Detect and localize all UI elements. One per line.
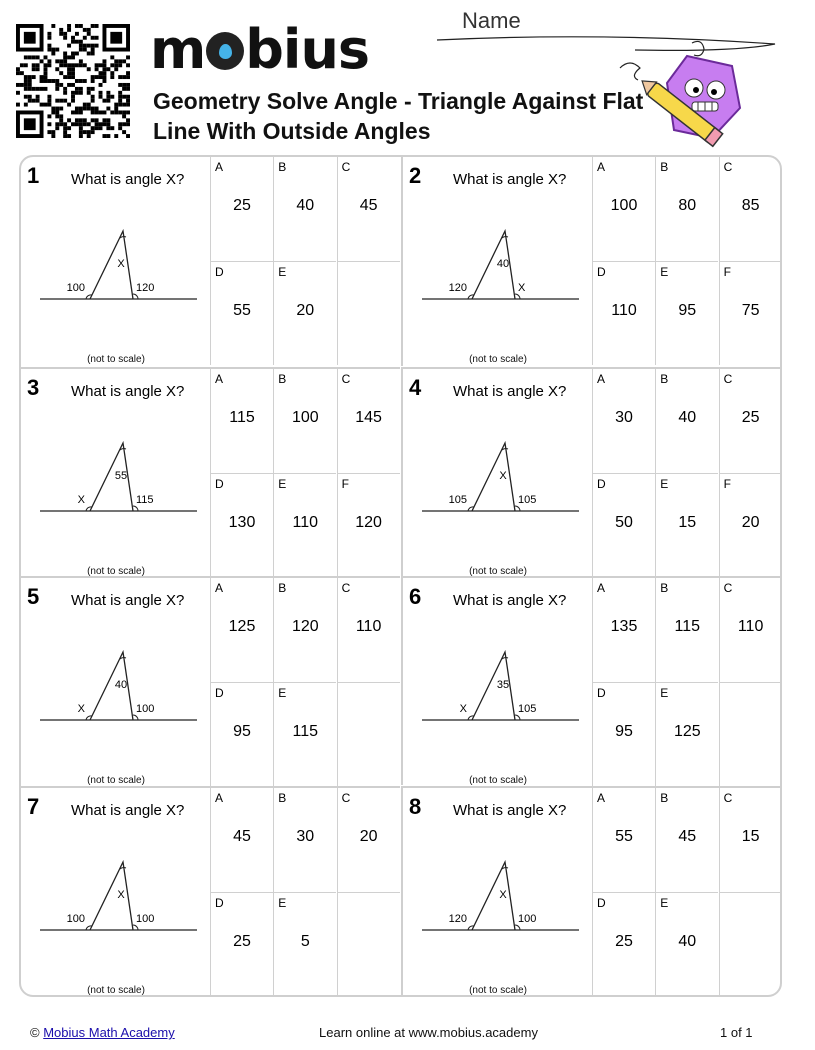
answer-letter: B — [660, 371, 669, 386]
answer-value: 25 — [741, 408, 760, 426]
answer-letter: A — [215, 790, 224, 805]
answer-letter: D — [597, 686, 606, 700]
answer-value: 125 — [228, 618, 256, 635]
question-card — [401, 367, 780, 576]
question-prompt: What is angle X? — [453, 171, 567, 188]
logo-m: m — [150, 18, 206, 81]
apex-angle-arc — [120, 658, 126, 659]
triangle-figure — [417, 633, 582, 728]
question-prompt: What is angle X? — [453, 382, 567, 400]
copyright-symbol: © — [30, 1025, 40, 1040]
answer-letter: E — [278, 686, 287, 700]
answer-value: 80 — [678, 197, 697, 214]
answer-option-e[interactable] — [273, 682, 336, 786]
answer-grid — [210, 788, 400, 997]
logo-o-mark — [206, 32, 244, 70]
right-angle-arc — [515, 506, 520, 511]
right-angle-arc — [133, 294, 138, 299]
answer-letter: C — [341, 371, 351, 386]
answer-letter: B — [660, 790, 669, 805]
angle-label-left: 120 — [448, 282, 467, 294]
right-angle-arc — [515, 925, 520, 930]
answer-letter: B — [660, 581, 669, 595]
answer-value: 25 — [615, 932, 633, 950]
answer-grid — [210, 369, 400, 578]
angle-label-right: X — [518, 282, 526, 294]
answer-option-c[interactable] — [337, 369, 400, 473]
question-number: 6 — [409, 584, 422, 609]
answer-option-c[interactable] — [337, 578, 400, 682]
answer-letter: D — [215, 895, 224, 910]
answer-grid — [592, 157, 782, 366]
not-to-scale-note: (not to scale) — [469, 354, 527, 365]
answer-value: 130 — [228, 513, 256, 531]
angle-label-apex: X — [499, 888, 507, 901]
answer-option-c[interactable] — [719, 578, 782, 682]
triangle-figure — [417, 843, 582, 938]
angle-label-right: 100 — [518, 912, 537, 925]
answer-letter: A — [215, 160, 224, 174]
answer-value: 95 — [678, 302, 697, 319]
triangle-sides — [472, 443, 515, 511]
answer-value: 20 — [296, 302, 315, 319]
angle-label-right: 115 — [136, 493, 154, 506]
answer-option-d[interactable] — [210, 892, 273, 996]
not-to-scale-note: (not to scale) — [87, 984, 145, 996]
answer-letter: E — [278, 265, 287, 279]
question-number: 2 — [409, 163, 422, 188]
answer-letter: C — [341, 581, 351, 595]
answer-value: 75 — [741, 302, 760, 319]
question-number: 5 — [27, 584, 40, 609]
answer-letter: A — [215, 581, 224, 595]
right-angle-arc — [133, 506, 138, 511]
footer-page-number: 1 of 1 — [720, 1025, 753, 1040]
mobius-academy-link[interactable]: Mobius Math Academy — [43, 1025, 175, 1040]
apex-angle-arc — [120, 867, 126, 868]
apex-angle-arc — [120, 237, 126, 238]
answer-letter: D — [215, 476, 224, 491]
answer-value: 55 — [233, 302, 251, 319]
answer-option-c[interactable] — [337, 788, 400, 892]
answer-option-d[interactable] — [210, 473, 273, 577]
question-number: 7 — [27, 793, 40, 819]
answer-empty-cell — [719, 682, 782, 786]
not-to-scale-note: (not to scale) — [469, 775, 527, 786]
answer-option-d[interactable] — [210, 682, 273, 786]
answer-value: 110 — [292, 513, 319, 531]
answer-option-f[interactable] — [719, 473, 782, 577]
answer-value: 115 — [229, 408, 255, 426]
questions-grid — [19, 155, 782, 997]
answer-empty-cell — [337, 682, 400, 786]
answer-option-b[interactable] — [273, 157, 336, 261]
answer-grid — [592, 788, 782, 997]
mobius-logo — [150, 18, 369, 82]
answer-value: 5 — [300, 932, 310, 950]
answer-letter: C — [723, 790, 733, 805]
angle-label-right: 100 — [136, 703, 155, 715]
answer-letter: D — [215, 265, 224, 279]
question-prompt: What is angle X? — [71, 801, 185, 819]
answer-letter: A — [597, 371, 606, 386]
answer-letter: E — [278, 476, 287, 491]
qr-code — [16, 24, 130, 138]
question-card — [401, 786, 780, 995]
answer-letter: E — [660, 476, 669, 491]
answer-option-b[interactable] — [655, 369, 718, 473]
answer-letter: A — [597, 581, 606, 595]
answer-empty-cell — [337, 261, 400, 365]
answer-letter: B — [660, 160, 669, 174]
triangle-figure — [35, 633, 200, 728]
question-prompt: What is angle X? — [453, 592, 567, 609]
question-card — [21, 576, 400, 785]
answer-option-e[interactable] — [273, 261, 336, 365]
answer-option-a[interactable] — [210, 369, 273, 473]
question-card — [401, 576, 780, 785]
answer-option-e[interactable] — [655, 473, 718, 577]
question-prompt: What is angle X? — [453, 801, 567, 819]
question-prompt: What is angle X? — [71, 171, 185, 188]
angle-label-right: 100 — [136, 912, 155, 925]
footer-learn-online: Learn online at www.mobius.academy — [319, 1025, 538, 1040]
answer-option-c[interactable] — [719, 788, 782, 892]
triangle-figure — [417, 212, 582, 307]
triangle-sides — [90, 862, 133, 930]
answer-letter: C — [723, 160, 733, 174]
answer-value: 145 — [355, 408, 382, 426]
angle-label-apex: 55 — [114, 469, 128, 482]
answer-letter: A — [215, 371, 224, 386]
question-prompt: What is angle X? — [71, 592, 185, 609]
answer-option-d[interactable] — [592, 261, 655, 365]
triangle-figure — [35, 212, 200, 307]
answer-letter: C — [341, 790, 351, 805]
question-number: 4 — [409, 374, 422, 400]
right-angle-arc — [133, 715, 138, 720]
apex-angle-arc — [502, 867, 508, 868]
answer-option-b[interactable] — [655, 578, 718, 682]
question-card — [401, 157, 780, 366]
answer-letter: E — [660, 895, 669, 910]
answer-value: 20 — [359, 827, 378, 845]
answer-option-b[interactable] — [273, 369, 336, 473]
answer-option-b[interactable] — [273, 578, 336, 682]
answer-option-b[interactable] — [655, 788, 718, 892]
logo-rest: bius — [245, 18, 370, 81]
angle-label-left: 120 — [448, 912, 467, 925]
answer-option-a[interactable] — [210, 788, 273, 892]
not-to-scale-note: (not to scale) — [87, 565, 145, 577]
answer-value: 45 — [678, 827, 697, 845]
answer-value: 95 — [233, 723, 251, 740]
answer-option-a[interactable] — [210, 578, 273, 682]
answer-grid — [592, 369, 782, 578]
angle-label-apex: 40 — [496, 258, 510, 270]
answer-option-b[interactable] — [655, 157, 718, 261]
answer-value: 115 — [674, 618, 701, 635]
question-number: 3 — [27, 374, 40, 400]
answer-value: 45 — [233, 827, 251, 845]
triangle-figure — [417, 424, 582, 519]
answer-option-d[interactable] — [592, 682, 655, 786]
answer-letter: A — [597, 160, 606, 174]
answer-value: 95 — [615, 723, 633, 740]
answer-value: 25 — [233, 932, 251, 950]
angle-label-apex: 40 — [114, 679, 128, 691]
apex-angle-arc — [502, 658, 508, 659]
answer-value: 125 — [673, 723, 701, 740]
answer-letter: A — [597, 790, 606, 805]
answer-value: 25 — [233, 197, 251, 214]
answer-letter: B — [278, 790, 287, 805]
answer-option-b[interactable] — [273, 788, 336, 892]
answer-letter: D — [215, 686, 224, 700]
angle-label-apex: X — [499, 469, 507, 482]
answer-letter: B — [278, 371, 287, 386]
answer-letter: D — [597, 895, 606, 910]
answer-letter: B — [278, 581, 287, 595]
name-label: Name — [462, 8, 521, 33]
answer-empty-cell — [719, 892, 782, 996]
right-angle-arc — [515, 294, 520, 299]
answer-value: 50 — [615, 513, 633, 531]
answer-value: 15 — [678, 513, 697, 531]
answer-letter: D — [597, 265, 606, 279]
answer-option-d[interactable] — [210, 261, 273, 365]
answer-value: 20 — [741, 513, 760, 531]
answer-option-a[interactable] — [592, 157, 655, 261]
triangle-figure — [35, 843, 200, 938]
angle-label-left: 100 — [66, 912, 85, 925]
triangle-figure — [35, 424, 200, 519]
angle-label-left: X — [77, 703, 85, 715]
answer-value: 100 — [291, 408, 319, 426]
right-angle-arc — [515, 715, 520, 720]
answer-option-c[interactable] — [719, 369, 782, 473]
answer-option-a[interactable] — [592, 369, 655, 473]
not-to-scale-note: (not to scale) — [87, 775, 145, 786]
angle-label-left: X — [459, 703, 467, 715]
answer-grid — [210, 578, 400, 787]
answer-value: 115 — [292, 723, 319, 740]
question-number: 8 — [409, 793, 422, 819]
answer-empty-cell — [337, 892, 400, 996]
answer-option-c[interactable] — [337, 157, 400, 261]
angle-label-right: 120 — [136, 282, 155, 294]
answer-option-d[interactable] — [592, 892, 655, 996]
answer-option-e[interactable] — [273, 473, 336, 577]
answer-value: 100 — [610, 197, 638, 214]
answer-value: 45 — [359, 197, 378, 214]
right-angle-arc — [133, 925, 138, 930]
answer-option-a[interactable] — [210, 157, 273, 261]
answer-letter: F — [723, 476, 731, 491]
answer-value: 85 — [741, 197, 760, 214]
angle-label-right: 105 — [518, 703, 537, 715]
apex-angle-arc — [502, 237, 508, 238]
question-card — [21, 157, 400, 366]
answer-option-f[interactable] — [719, 261, 782, 365]
answer-value: 110 — [737, 618, 764, 635]
answer-option-e[interactable] — [655, 682, 718, 786]
answer-letter: E — [660, 686, 669, 700]
angle-label-left: 105 — [448, 493, 467, 506]
footer-copyright — [30, 1025, 175, 1040]
answer-letter: D — [597, 476, 606, 491]
not-to-scale-note: (not to scale) — [469, 565, 527, 577]
answer-letter: C — [723, 371, 733, 386]
answer-grid — [210, 157, 400, 366]
question-card — [21, 786, 400, 995]
question-prompt: What is angle X? — [71, 382, 185, 400]
answer-value: 30 — [296, 827, 315, 845]
answer-value: 110 — [355, 618, 382, 635]
worksheet-title: Geometry Solve Angle - Triangle Against Flat Line With Outside Angles — [153, 88, 644, 144]
answer-letter: B — [278, 160, 287, 174]
mascot-illustration — [612, 38, 747, 158]
answer-value: 40 — [678, 932, 697, 950]
answer-value: 55 — [615, 827, 633, 845]
answer-value: 40 — [678, 408, 697, 426]
answer-grid — [592, 578, 782, 787]
answer-option-d[interactable] — [592, 473, 655, 577]
answer-letter: E — [660, 265, 669, 279]
angle-label-left: 100 — [66, 282, 85, 294]
angle-label-apex: X — [117, 258, 125, 270]
angle-label-left: X — [77, 493, 85, 506]
angle-label-apex: X — [117, 888, 125, 901]
angle-label-apex: 35 — [496, 679, 510, 691]
answer-value: 120 — [291, 618, 319, 635]
triangle-sides — [90, 231, 133, 299]
answer-value: 110 — [611, 302, 637, 319]
triangle-sides — [472, 862, 515, 930]
answer-letter: E — [278, 895, 287, 910]
answer-option-e[interactable] — [655, 261, 718, 365]
answer-value: 15 — [741, 827, 760, 845]
answer-option-c[interactable] — [719, 157, 782, 261]
apex-angle-arc — [502, 448, 508, 449]
answer-option-f[interactable] — [337, 473, 400, 577]
answer-letter: C — [341, 160, 351, 174]
answer-value: 30 — [615, 408, 633, 426]
question-number: 1 — [27, 163, 40, 188]
answer-letter: C — [723, 581, 733, 595]
apex-angle-arc — [120, 448, 126, 449]
answer-value: 120 — [355, 513, 382, 531]
answer-value: 40 — [296, 197, 315, 214]
not-to-scale-note: (not to scale) — [469, 984, 527, 996]
answer-value: 135 — [610, 618, 638, 635]
answer-option-a[interactable] — [592, 578, 655, 682]
question-card — [21, 367, 400, 576]
answer-option-e[interactable] — [273, 892, 336, 996]
answer-option-e[interactable] — [655, 892, 718, 996]
answer-letter: F — [723, 265, 731, 279]
not-to-scale-note: (not to scale) — [87, 354, 145, 365]
answer-letter: F — [341, 476, 349, 491]
answer-option-a[interactable] — [592, 788, 655, 892]
angle-label-right: 105 — [518, 493, 537, 506]
